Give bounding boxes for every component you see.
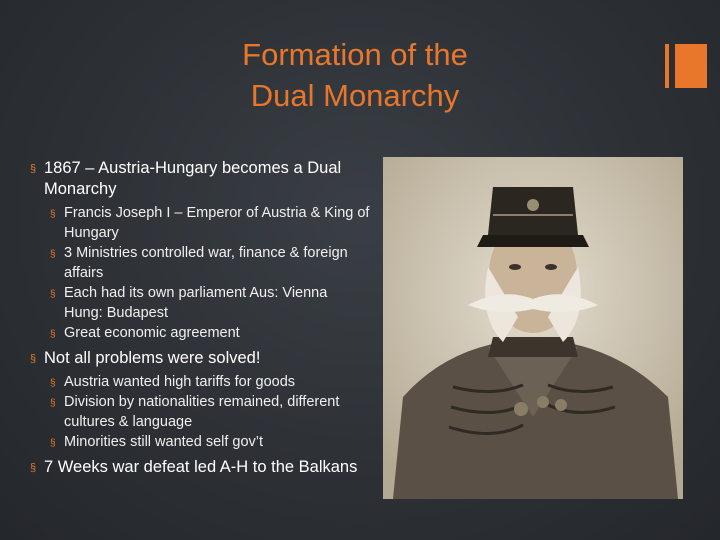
accent-bar-thin	[665, 44, 669, 88]
title-line-2: Dual Monarchy	[250, 78, 460, 113]
sub-bullet-text: Austria wanted high tariffs for goods	[64, 373, 296, 390]
bullet-icon: §	[50, 377, 56, 389]
sub-bullet-text: Minorities still wanted self gov’t	[64, 434, 264, 450]
bullet-icon: §	[50, 209, 56, 220]
sub-bullet-text: Each had its own parliament Aus: Vienna Hung: Budapest	[64, 285, 328, 321]
sub-bullet-item	[50, 324, 370, 344]
portrait-photo	[383, 157, 683, 499]
sub-bullet-item	[50, 393, 370, 432]
title-line-1: Formation of the	[242, 37, 468, 72]
bullet-icon: §	[30, 163, 37, 175]
sub-bullet-text: Division by nationalities remained, different cultures & language	[64, 394, 340, 430]
sub-bullet-item	[50, 373, 370, 393]
bullet-text: 1867 – Austria-Hungary becomes a Dual Monarchy	[44, 159, 342, 198]
bullet-icon: §	[50, 249, 56, 260]
bullet-text: Not all problems were solved!	[44, 348, 261, 367]
bullet-item	[30, 158, 370, 200]
bullet-icon: §	[50, 329, 56, 340]
slide-title	[190, 34, 520, 116]
bullet-text: 7 Weeks war defeat led A-H to the Balkans	[44, 457, 358, 476]
portrait-illustration	[383, 157, 683, 499]
sub-bullet-item	[50, 204, 370, 243]
sub-bullet-item	[50, 433, 370, 453]
accent-bar-thick	[675, 44, 707, 88]
sub-bullet-text: Great economic agreement	[64, 325, 240, 341]
sub-bullet-text: Francis Joseph I – Emperor of Austria & King of Hungary	[64, 205, 370, 241]
bullet-item	[30, 457, 370, 478]
sub-bullet-item	[50, 244, 370, 283]
bullet-icon: §	[50, 289, 56, 300]
bullet-item	[30, 348, 370, 369]
bullet-icon: §	[30, 352, 37, 365]
bullet-list	[30, 158, 370, 482]
bullet-icon: §	[30, 461, 37, 474]
bullet-icon: §	[50, 438, 56, 449]
bullet-icon: §	[50, 398, 56, 409]
sub-bullet-text: 3 Ministries controlled war, finance & foreign affairs	[64, 245, 348, 281]
sub-bullet-item	[50, 284, 370, 323]
